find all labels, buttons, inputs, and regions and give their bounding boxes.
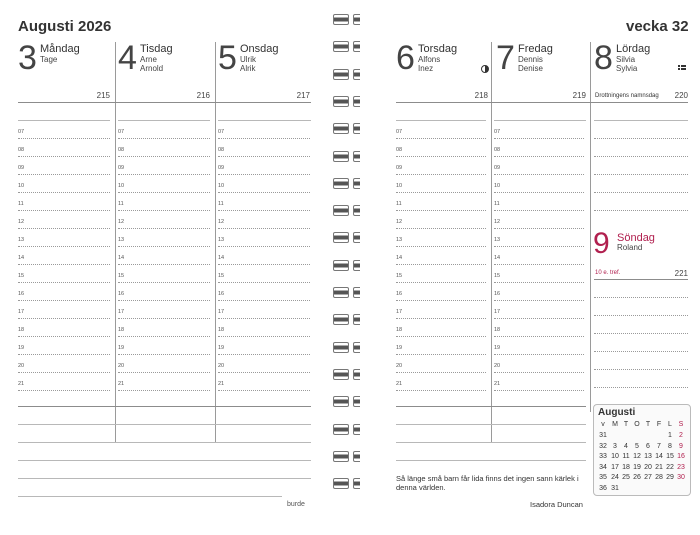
hour-line	[396, 156, 486, 157]
hour-label: 09	[396, 165, 403, 171]
right-page	[360, 0, 700, 535]
hour-line	[396, 138, 486, 139]
spiral-loop	[333, 96, 349, 107]
hour-line	[494, 318, 584, 319]
hour-label: 12	[218, 219, 225, 225]
hour-line	[118, 318, 210, 319]
hour-label: 08	[396, 147, 403, 153]
brand-logo: burde	[287, 501, 305, 508]
sunday-note: 10 e. tref.	[595, 270, 621, 276]
sunday-number: 9	[593, 227, 610, 260]
calendar-day: 5	[635, 442, 639, 450]
hour-line	[18, 156, 110, 157]
hour-line	[396, 390, 486, 391]
calendar-day: 9	[679, 442, 683, 450]
name-days: Alfons Inez	[418, 55, 441, 73]
last-quarter-moon-icon	[481, 65, 489, 73]
hour-label: 21	[494, 381, 501, 387]
hour-line	[494, 372, 584, 373]
hour-label: 20	[494, 363, 501, 369]
sunday-line	[594, 333, 688, 334]
spiral-loop	[333, 287, 349, 298]
hour-label: 13	[18, 237, 25, 243]
note-line	[18, 496, 282, 497]
weekday-header: O	[634, 421, 640, 428]
hour-label: 17	[118, 309, 125, 315]
hour-label: 14	[396, 255, 403, 261]
day-of-year: 215	[96, 91, 110, 100]
hour-label: 09	[218, 165, 225, 171]
day-of-year: 220	[674, 91, 688, 100]
sunday-line	[594, 387, 688, 388]
hour-line	[494, 282, 584, 283]
day-name: Måndag	[40, 43, 80, 55]
hour-label: 15	[18, 273, 25, 279]
hour-line	[118, 138, 210, 139]
calendar-day: 17	[611, 463, 619, 471]
hour-label: 10	[494, 183, 501, 189]
notes-rule	[396, 406, 586, 407]
note-line	[396, 460, 586, 461]
hour-line	[18, 264, 110, 265]
calendar-day: 16	[677, 453, 685, 460]
hour-line	[18, 192, 110, 193]
sunday-line	[594, 351, 688, 352]
spiral-loop	[333, 151, 349, 162]
day-number: 7	[496, 39, 515, 77]
hour-line	[118, 372, 210, 373]
hour-label: 16	[494, 291, 501, 297]
hour-line	[494, 354, 584, 355]
hour-label: 12	[18, 219, 25, 225]
day-of-year: 221	[674, 269, 688, 278]
calendar-day: 4	[624, 442, 628, 450]
hour-line	[218, 282, 310, 283]
hour-label: 07	[396, 129, 403, 135]
day-number: 3	[18, 39, 37, 77]
spiral-loop	[333, 178, 349, 189]
hour-line	[18, 336, 110, 337]
hour-label: 17	[494, 309, 501, 315]
note-line	[494, 120, 586, 121]
week-number: 32	[599, 442, 607, 450]
hour-label: 08	[118, 147, 125, 153]
hour-label: 16	[118, 291, 125, 297]
calendar-day: 7	[657, 442, 661, 450]
hour-line	[118, 336, 210, 337]
hour-line	[218, 354, 310, 355]
hour-label: 14	[118, 255, 125, 261]
day-number: 8	[594, 39, 613, 77]
calendar-day: 19	[633, 463, 641, 471]
calendar-day: 18	[622, 463, 630, 471]
hour-label: 10	[118, 183, 125, 189]
hour-line	[18, 228, 110, 229]
spiral-loop	[333, 396, 349, 407]
hour-line	[494, 300, 584, 301]
hour-label: 15	[218, 273, 225, 279]
day-name: Tisdag	[140, 43, 173, 55]
mini-calendar	[593, 404, 691, 496]
hour-line	[118, 390, 210, 391]
hour-line	[396, 210, 486, 211]
note-line	[18, 424, 311, 425]
hour-line	[218, 246, 310, 247]
hour-line	[18, 372, 110, 373]
hour-line	[494, 228, 584, 229]
hour-label: 17	[396, 309, 403, 315]
sunday-name: Söndag	[617, 232, 655, 244]
hour-label: 07	[118, 129, 125, 135]
note-line	[18, 442, 311, 443]
weekday-header: F	[656, 421, 662, 428]
calendar-day: 23	[677, 463, 685, 471]
sunday-line	[594, 369, 688, 370]
quote-text: Så länge små barn får lida finns det ingen sann kärlek i denna världen.	[396, 474, 579, 492]
column-divider	[590, 42, 591, 412]
hour-line	[218, 372, 310, 373]
spiral-loop	[333, 478, 349, 489]
hour-label: 12	[494, 219, 501, 225]
hour-line	[18, 246, 110, 247]
month-year-title: Augusti 2026	[18, 18, 112, 35]
calendar-day: 30	[677, 474, 685, 481]
hour-label: 19	[218, 345, 225, 351]
sunday-line	[594, 315, 688, 316]
hour-line	[494, 192, 584, 193]
hour-line	[396, 372, 486, 373]
calendar-day: 3	[613, 442, 617, 450]
hour-line	[218, 390, 310, 391]
hour-label: 20	[396, 363, 403, 369]
hour-line	[396, 228, 486, 229]
week-title: vecka 32	[626, 18, 689, 35]
mini-calendar-title: Augusti	[598, 407, 636, 418]
calendar-day: 26	[633, 474, 641, 481]
day-of-year: 217	[296, 91, 310, 100]
calendar-day: 24	[611, 474, 619, 481]
week-number: 34	[599, 463, 607, 471]
calendar-day: 20	[644, 463, 652, 471]
week-number: 35	[599, 474, 607, 481]
hour-label: 18	[396, 327, 403, 333]
hour-label: 17	[18, 309, 25, 315]
hour-label: 19	[396, 345, 403, 351]
spiral-loop	[333, 123, 349, 134]
name-days: Arne Arnold	[140, 55, 164, 73]
calendar-day: 2	[679, 432, 683, 439]
hour-label: 10	[396, 183, 403, 189]
week-number: 36	[599, 484, 607, 492]
hour-line	[494, 336, 584, 337]
hour-line	[18, 210, 110, 211]
saturday-line	[594, 156, 688, 157]
note-line	[396, 442, 586, 443]
hour-line	[18, 318, 110, 319]
spiral-loop	[333, 369, 349, 380]
sunday-name-days: Roland	[617, 243, 643, 252]
note-line	[396, 120, 486, 121]
hour-label: 11	[218, 201, 224, 207]
hour-line	[396, 192, 486, 193]
spiral-loop	[333, 314, 349, 325]
hour-line	[218, 300, 310, 301]
hour-label: 18	[218, 327, 225, 333]
calendar-day: 25	[622, 474, 630, 481]
hour-line	[396, 300, 486, 301]
day-of-year: 218	[474, 91, 488, 100]
day-name: Fredag	[518, 43, 553, 55]
hour-label: 20	[18, 363, 25, 369]
week-number: 31	[599, 432, 607, 439]
hour-line	[396, 336, 486, 337]
hour-label: 14	[18, 255, 25, 261]
hour-line	[18, 390, 110, 391]
hour-line	[218, 336, 310, 337]
hour-label: 11	[118, 201, 124, 207]
name-days: Silvia Sylvia	[616, 55, 638, 73]
note-line	[18, 460, 311, 461]
saturday-line	[594, 138, 688, 139]
hour-label: 20	[118, 363, 125, 369]
weekday-header: T	[645, 421, 651, 428]
hour-label: 11	[396, 201, 402, 207]
hour-line	[18, 300, 110, 301]
name-days: Tage	[40, 55, 58, 64]
calendar-day: 14	[655, 453, 663, 460]
hour-line	[494, 210, 584, 211]
day-name: Torsdag	[418, 43, 458, 55]
day-number: 5	[218, 39, 237, 77]
hour-line	[118, 174, 210, 175]
hour-label: 20	[218, 363, 225, 369]
hour-line	[494, 174, 584, 175]
hour-line	[218, 228, 310, 229]
hour-line	[218, 318, 310, 319]
hour-label: 13	[218, 237, 225, 243]
weekday-header: M	[612, 421, 618, 428]
spiral-loop	[333, 69, 349, 80]
hour-label: 21	[396, 381, 403, 387]
hour-label: 19	[118, 345, 125, 351]
hour-label: 17	[218, 309, 225, 315]
hour-label: 18	[18, 327, 25, 333]
calendar-day: 15	[666, 453, 674, 460]
day-number: 4	[118, 39, 137, 77]
calendar-day: 1	[668, 432, 672, 439]
spiral-loop	[333, 451, 349, 462]
hour-line	[396, 282, 486, 283]
hour-line	[494, 138, 584, 139]
hour-label: 12	[396, 219, 403, 225]
weekday-header: S	[678, 421, 684, 428]
hour-label: 18	[118, 327, 125, 333]
hour-label: 11	[18, 201, 24, 207]
note-line	[218, 120, 311, 121]
note-line	[594, 120, 688, 121]
calendar-day: 22	[666, 463, 674, 471]
hour-label: 21	[218, 381, 225, 387]
saturday-line	[594, 174, 688, 175]
hour-label: 13	[396, 237, 403, 243]
spiral-loop	[333, 14, 349, 25]
day-of-year: 219	[572, 91, 586, 100]
hour-label: 07	[218, 129, 225, 135]
calendar-day: 6	[646, 442, 650, 450]
hour-label: 15	[494, 273, 501, 279]
calendar-day: 28	[655, 474, 663, 481]
hour-label: 15	[118, 273, 125, 279]
calendar-day: 27	[644, 474, 652, 481]
spiral-loop	[333, 260, 349, 271]
calendar-day: 29	[666, 474, 674, 481]
hour-label: 10	[218, 183, 225, 189]
hour-line	[118, 192, 210, 193]
left-page	[0, 0, 342, 535]
hour-line	[118, 246, 210, 247]
hour-line	[494, 156, 584, 157]
spiral-loop	[333, 205, 349, 216]
note-line	[118, 120, 210, 121]
weekday-header: L	[668, 421, 672, 428]
hour-label: 16	[396, 291, 403, 297]
weekday-header: v	[601, 421, 605, 428]
hour-label: 21	[118, 381, 125, 387]
quote-author: Isadora Duncan	[530, 500, 583, 509]
hour-line	[118, 210, 210, 211]
hour-label: 08	[218, 147, 225, 153]
hour-label: 16	[18, 291, 25, 297]
hour-label: 13	[118, 237, 125, 243]
hour-line	[396, 318, 486, 319]
day-header-rule	[396, 102, 688, 103]
hour-label: 14	[218, 255, 225, 261]
note-line	[18, 120, 110, 121]
hour-label: 08	[494, 147, 501, 153]
hour-label: 13	[494, 237, 501, 243]
hour-label: 19	[494, 345, 501, 351]
hour-line	[494, 390, 584, 391]
hour-label: 16	[218, 291, 225, 297]
name-days: Ulrik Alrik	[240, 55, 256, 73]
spiral-loop	[333, 232, 349, 243]
spiral-loop	[333, 342, 349, 353]
note-line	[18, 478, 311, 479]
calendar-day: 13	[644, 453, 652, 460]
hour-line	[18, 282, 110, 283]
day-name: Onsdag	[240, 43, 279, 55]
hour-line	[396, 246, 486, 247]
day-header-rule	[18, 102, 311, 103]
spiral-loop	[333, 41, 349, 52]
hour-line	[218, 156, 310, 157]
sunday-line	[594, 297, 688, 298]
hour-label: 18	[494, 327, 501, 333]
hour-line	[118, 354, 210, 355]
hour-line	[218, 138, 310, 139]
hour-label: 10	[18, 183, 25, 189]
weekday-header: T	[623, 421, 629, 428]
hour-line	[118, 264, 210, 265]
hour-label: 09	[18, 165, 25, 171]
hour-line	[18, 174, 110, 175]
hour-label: 12	[118, 219, 125, 225]
swedish-flag-icon	[678, 65, 686, 70]
notes-rule	[18, 406, 311, 407]
week-number: 33	[599, 453, 607, 460]
hour-label: 19	[18, 345, 25, 351]
hour-label: 11	[494, 201, 500, 207]
hour-label: 07	[18, 129, 25, 135]
hour-line	[494, 246, 584, 247]
hour-label: 15	[396, 273, 403, 279]
calendar-day: 11	[622, 453, 630, 460]
day-name: Lördag	[616, 43, 651, 55]
hour-line	[118, 300, 210, 301]
spiral-loop	[333, 424, 349, 435]
hour-line	[396, 174, 486, 175]
note-line	[396, 424, 586, 425]
hour-label: 14	[494, 255, 501, 261]
hour-line	[396, 264, 486, 265]
hour-line	[494, 264, 584, 265]
hour-label: 09	[118, 165, 125, 171]
saturday-line	[594, 192, 688, 193]
hour-label: 21	[18, 381, 25, 387]
hour-label: 07	[494, 129, 501, 135]
calendar-day: 8	[668, 442, 672, 450]
day-number: 6	[396, 39, 415, 77]
hour-label: 09	[494, 165, 501, 171]
saturday-line	[594, 210, 688, 211]
day-of-year: 216	[196, 91, 210, 100]
hour-line	[118, 228, 210, 229]
name-days: Dennis Denise	[518, 55, 543, 73]
hour-line	[118, 156, 210, 157]
hour-line	[118, 282, 210, 283]
calendar-day: 31	[611, 484, 619, 492]
hour-line	[18, 138, 110, 139]
calendar-day: 10	[611, 453, 619, 460]
hour-line	[218, 264, 310, 265]
hour-line	[218, 174, 310, 175]
hour-line	[218, 192, 310, 193]
hour-label: 08	[18, 147, 25, 153]
hour-line	[218, 210, 310, 211]
hour-line	[396, 354, 486, 355]
hour-line	[18, 354, 110, 355]
calendar-day: 12	[633, 453, 641, 460]
saturday-note: Drottningens namnsdag	[595, 93, 659, 99]
calendar-day: 21	[655, 463, 663, 471]
sunday-header-rule	[594, 279, 688, 280]
